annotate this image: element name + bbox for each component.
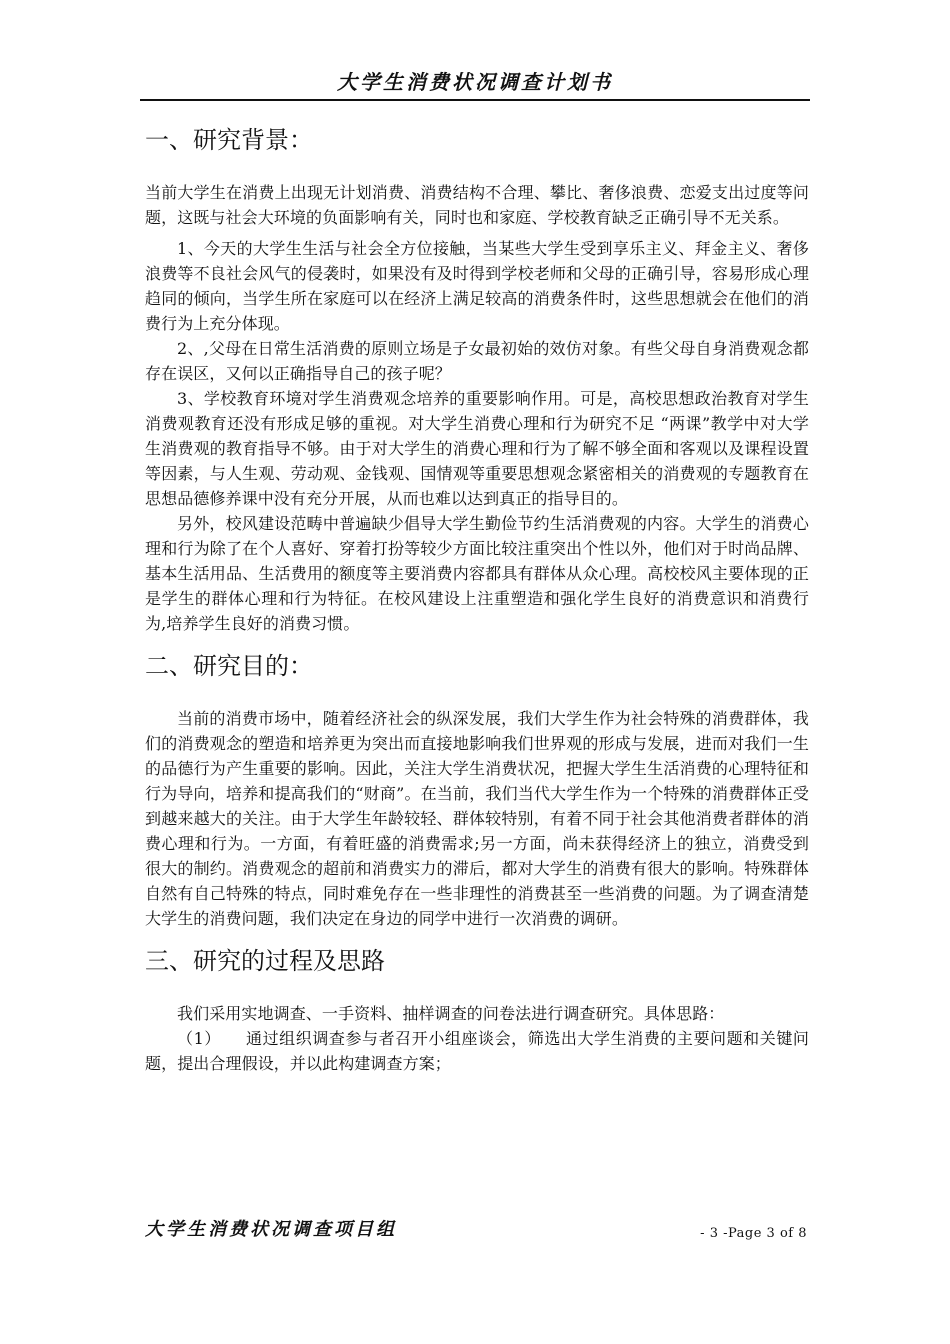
paragraph: （1） 通过组织调查参与者召开小组座谈会，筛选出大学生消费的主要问题和关键问题，提出合理假设，并以此构建调查方案；	[145, 1029, 809, 1073]
paragraph: 1、今天的大学生生活与社会全方位接触，当某些大学生受到享乐主义、拜金主义、奢侈浪费等不良社会风气的侵袭时，如果没有及时得到学校老师和父母的正确引导，容易形成心理趋同的倾向，当学生所在家庭可以在经济上满足较高的消费条件时，这些思想就会在他们的消费行为上充分体现。	[145, 239, 809, 333]
section-heading-background: 一、研究背景：	[145, 126, 313, 154]
section-heading-purpose: 二、研究目的：	[145, 652, 313, 680]
page-header-title: 大学生消费状况调查计划书	[337, 70, 613, 94]
paragraph: 我们采用实地调查、一手资料、抽样调查的问卷法进行调查研究。具体思路：	[177, 1004, 725, 1023]
paragraph: 3、学校教育环境对学生消费观念培养的重要影响作用。可是，高校思想政治教育对学生消费观教育还没有形成足够的重视。对大学生消费心理和行为研究不足 “两课”教学中对大学生消费观的教育指导不够。由于对大学生的消费心理和行为了解不够全面和客观以及课程设置等因素，与人生观、劳动观、金钱观、国情观等重要思想观念紧密相关的消费观的专题教育在思想品德修养课中没有充分开展，从而也难以达到真正的指导目的。	[145, 389, 809, 508]
section-heading-process: 三、研究的过程及思路	[145, 947, 385, 975]
paragraph: 另外，校风建设范畴中普遍缺少倡导大学生勤俭节约生活消费观的内容。大学生的消费心理和行为除了在个人喜好、穿着打扮等较少方面比较注重突出个性以外，他们对于时尚品牌、基本生活用品、生活费用的额度等主要消费内容都具有群体从众心理。高校校风主要体现的正是学生的群体心理和行为特征。在校风建设上注重塑造和强化学生良好的消费意识和消费行为,培养学生良好的消费习惯。	[145, 514, 809, 633]
document-body	[145, 116, 809, 1076]
footer-group-name: 大学生消费状况调查项目组	[145, 1219, 397, 1240]
paragraph: 2、,父母在日常生活消费的原则立场是子女最初始的效仿对象。有些父母自身消费观念都存在误区，又何以正确指导自己的孩子呢？	[145, 339, 809, 383]
paragraph: 当前大学生在消费上出现无计划消费、消费结构不合理、攀比、奢侈浪费、恋爱支出过度等问题，这既与社会大环境的负面影响有关，同时也和家庭、学校教育缺乏正确引导不无关系。	[145, 183, 809, 227]
page-number: - 3 -Page 3 of 8	[700, 1226, 807, 1241]
paragraph: 当前的消费市场中，随着经济社会的纵深发展，我们大学生作为社会特殊的消费群体，我们的消费观念的塑造和培养更为突出而直接地影响我们世界观的形成与发展，进而对我们一生的品德行为产生重要的影响。因此，关注大学生消费状况，把握大学生生活消费的心理特征和行为导向，培养和提高我们的“财商”。在当前，我们当代大学生作为一个特殊的消费群体正受到越来越大的关注。由于大学生年龄较轻、群体较特别，有着不同于社会其他消费者群体的消费心理和行为。一方面，有着旺盛的消费需求;另一方面，尚未获得经济上的独立，消费受到很大的制约。消费观念的超前和消费实力的滞后，都对大学生的消费有很大的影响。特殊群体自然有自己特殊的特点，同时难免存在一些非理性的消费甚至一些消费的问题。为了调查清楚大学生的消费问题，我们决定在身边的同学中进行一次消费的调研。	[145, 709, 809, 928]
header-divider	[140, 99, 810, 101]
